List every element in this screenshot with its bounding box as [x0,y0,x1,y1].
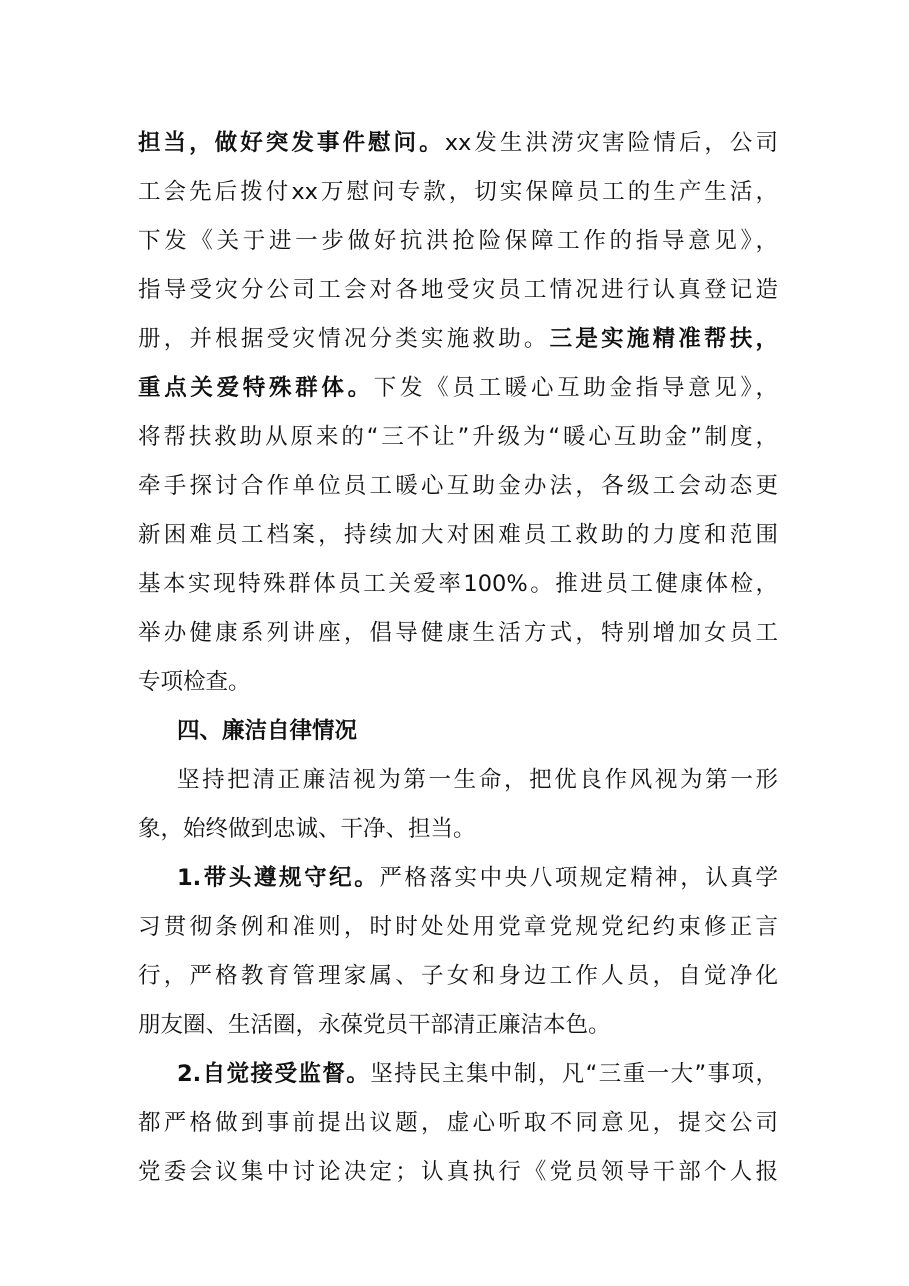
text-line [138,123,778,163]
bold-text-run: 三是实施精准帮扶， [549,326,778,352]
text-run: 象，始终做到忠诚、干净、担当。 [138,816,476,842]
text-run: 指导受灾分公司工会对各地受灾员工情况进行认真登记造 [138,277,778,303]
bold-text-run: 重点关爱特殊群体。 [138,375,374,401]
text-line [138,956,778,996]
text-line [177,1054,778,1094]
text-run: 朋友圈、生活圈，永葆党员干部清正廉洁本色。 [138,1012,611,1038]
text-line [138,662,778,702]
text-line [138,1103,778,1143]
text-line [138,809,778,849]
text-run: 牵手探讨合作单位员工暖心互助金办法，各级工会动态更 [138,473,778,499]
text-line [138,564,778,604]
text-run: 都严格做到事前提出议题，虚心听取不同意见，提交公司 [138,1110,778,1136]
text-run: 新困难员工档案，持续加大对困难员工救助的力度和范围 [138,522,778,548]
text-run: 坚持民主集中制，凡“三重一大”事项， [370,1061,778,1087]
text-line [138,1005,778,1045]
text-run: 行，严格教育管理家属、子女和身边工作人员，自觉净化 [138,963,778,989]
bold-text-run: 四、廉洁自律情况 [177,718,358,744]
text-line [138,466,778,506]
text-line [138,907,778,947]
text-line [138,172,778,212]
text-run: 举办健康系列讲座，倡导健康生活方式，特别增加女员工 [138,620,778,646]
text-run: 工会先后拨付xx万慰问专款，切实保障员工的生产生活， [138,179,778,205]
text-line [177,858,778,898]
text-line [138,417,778,457]
text-run: xx发生洪涝灾害险情后，公司 [444,130,778,156]
text-run: 下发《关于进一步做好抗洪抢险保障工作的指导意见》， [138,228,778,254]
text-line [138,613,778,653]
text-run: 习贯彻条例和准则，时时处处用党章党规党纪约束修正言 [138,914,778,940]
text-line [138,319,778,359]
text-line [138,368,778,408]
text-line [138,515,778,555]
bold-text-run: 担当，做好突发事件慰问。 [138,130,445,156]
section-heading [177,711,778,751]
text-run: 册，并根据受灾情况分类实施救助。 [138,326,550,352]
text-line [138,270,778,310]
text-run: 党委会议集中讨论决定；认真执行《党员领导干部个人报 [138,1159,778,1185]
bold-text-run: 1.带头遵规守纪。 [177,865,380,891]
text-line [138,221,778,261]
text-run: 严格落实中央八项规定精神，认真学 [379,865,778,891]
text-line [138,1152,778,1192]
text-run: 基本实现特殊群体员工关爱率100%。推进员工健康体检， [138,571,778,597]
text-run: 专项检查。 [138,669,251,695]
text-run: 坚持把清正廉洁视为第一生命，把优良作风视为第一形 [177,767,778,793]
text-line [177,760,778,800]
text-run: 下发《员工暖心互助金指导意见》， [373,375,778,401]
text-run: 将帮扶救助从原来的“三不让”升级为“暖心互助金”制度， [138,424,778,450]
bold-text-run: 2.自觉接受监督。 [177,1061,371,1087]
